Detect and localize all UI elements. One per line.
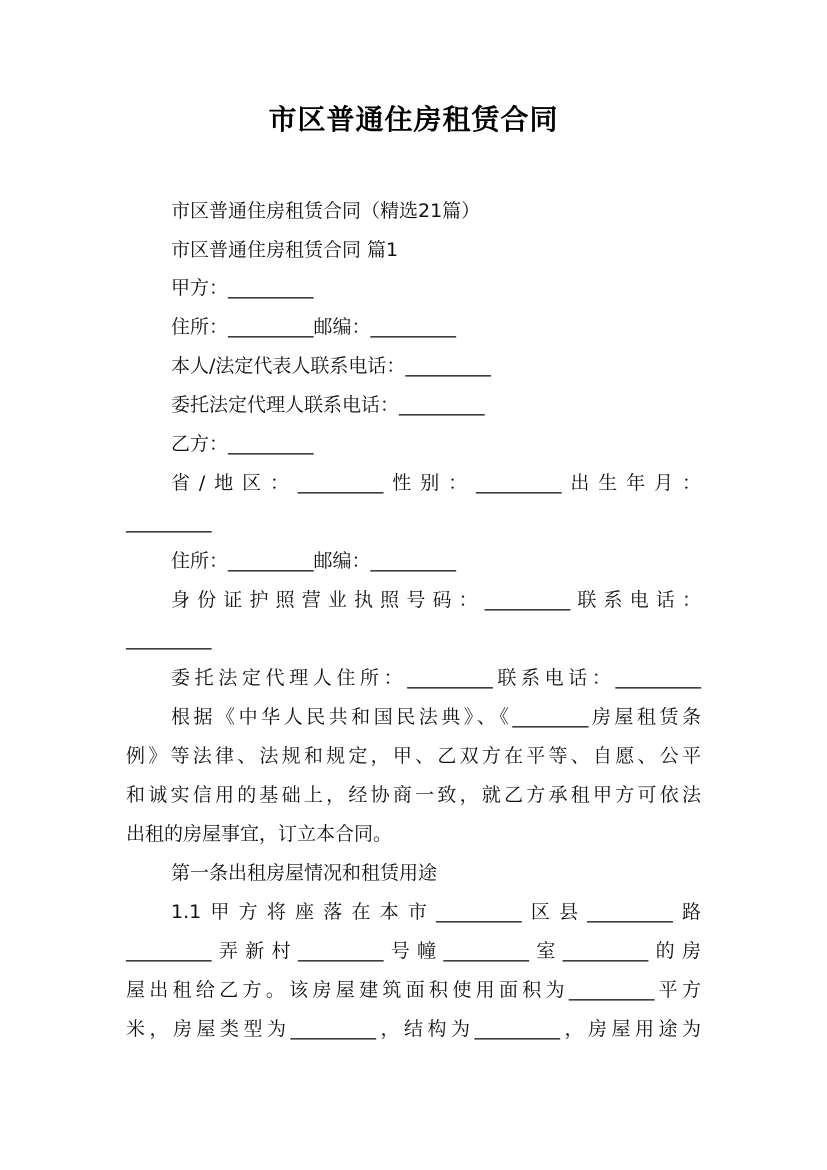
section-heading: 市区普通住房租赁合同 篇1 xyxy=(171,239,399,261)
paragraph-line: 根据《中华人民共和国民法典》、《________房屋租赁条 xyxy=(171,706,701,728)
party-a-phone-line: 本人/法定代表人联系电话：_________ xyxy=(171,355,491,377)
paragraph-line: 例》等法律、法规和规定，甲、乙双方在平等、自愿、公平 xyxy=(126,745,701,767)
party-b-birth-blank: _________ xyxy=(126,511,212,533)
clause-line: 1.1甲方将座落在本市_________区县_________路 xyxy=(171,901,701,923)
party-b-id-line: 身份证护照营业执照号码：_________联系电话： xyxy=(171,589,701,611)
party-b-address-line: 住所：_________邮编：_________ xyxy=(171,550,457,572)
subtitle-line: 市区普通住房租赁合同（精选21篇） xyxy=(171,200,481,222)
clause-line: 屋出租给乙方。该房屋建筑面积使用面积为_________平方 xyxy=(126,979,701,1001)
party-b-phone-blank: _________ xyxy=(126,628,212,650)
party-b-agent-line: 委托法定代理人住所：_________联系电话：_________ xyxy=(171,667,701,689)
clause-line: _________弄新村_________号幢_________室_________的房 xyxy=(126,940,701,962)
party-b-region-line: 省/地区：_________性别：_________出生年月： xyxy=(171,472,701,494)
party-a-line: 甲方：_________ xyxy=(171,277,314,299)
article-heading: 第一条出租房屋情况和租赁用途 xyxy=(171,862,438,884)
paragraph-line: 出租的房屋事宜，订立本合同。 xyxy=(126,823,393,845)
party-a-agent-phone-line: 委托法定代理人联系电话：_________ xyxy=(171,394,485,416)
party-b-line: 乙方：_________ xyxy=(171,433,314,455)
clause-line: 米，房屋类型为_________，结构为_________，房屋用途为 xyxy=(126,1018,701,1040)
party-a-address-line: 住所：_________邮编：_________ xyxy=(171,316,457,338)
document-title: 市区普通住房租赁合同 xyxy=(268,103,559,136)
paragraph-line: 和诚实信用的基础上，经协商一致，就乙方承租甲方可依法 xyxy=(126,784,701,806)
